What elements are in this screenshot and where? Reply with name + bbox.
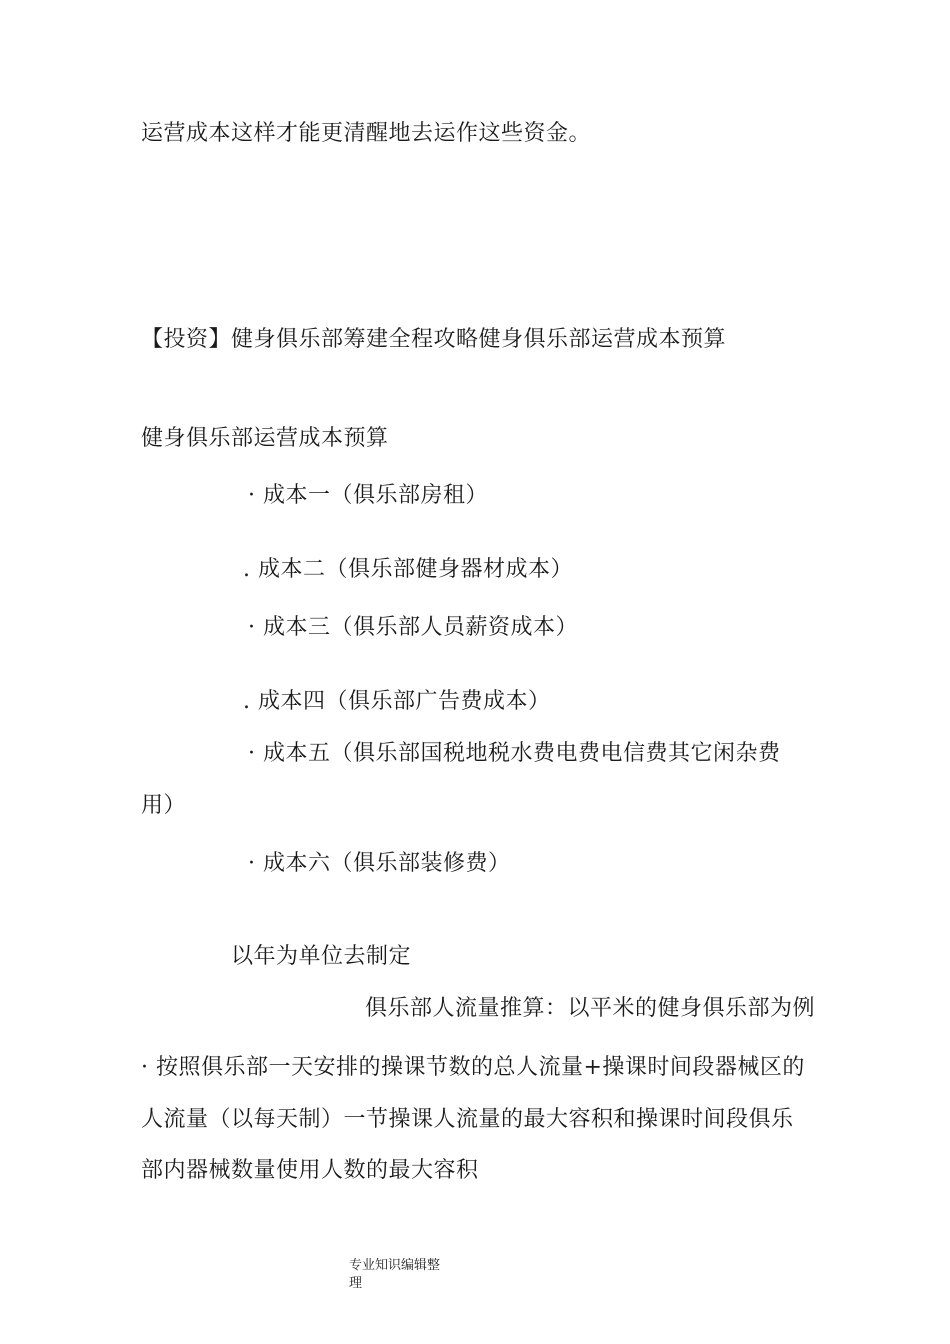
intro-line: 运营成本这样才能更清醒地去运作这些资金。 — [141, 121, 592, 146]
cost-item-2: . 成本二（俱乐部健身器材成本） — [243, 557, 573, 582]
annual-note: 以年为单位去制定 — [231, 944, 412, 969]
cost-item-3: · 成本三（俱乐部人员薪资成本） — [248, 615, 578, 640]
traffic-line-1: · 按照俱乐部一天安排的操课节数的总人流量+操课时间段器械区的 — [141, 1055, 805, 1080]
traffic-line-2: 人流量（以每天制）一节操课人流量的最大容积和操课时间段俱乐 — [141, 1107, 794, 1132]
footer-line-1: 专业知识编辑整 — [349, 1258, 441, 1273]
section-title: 健身俱乐部运营成本预算 — [141, 426, 389, 451]
cost-item-5-continued: 用） — [141, 793, 187, 818]
cost-item-1: · 成本一（俱乐部房租） — [248, 483, 488, 508]
cost-item-4: . 成本四（俱乐部广告费成本） — [243, 689, 551, 714]
footer-line-2: 理 — [349, 1276, 363, 1291]
traffic-line-3: 部内器械数量使用人数的最大容积 — [141, 1158, 479, 1183]
cost-item-5: · 成本五（俱乐部国税地税水费电费电信费其它闲杂费 — [248, 741, 781, 766]
document-heading: 【投资】健身俱乐部筹建全程攻略健身俱乐部运营成本预算 — [141, 327, 727, 352]
traffic-title: 俱乐部人流量推算：以平米的健身俱乐部为例 — [365, 996, 816, 1021]
cost-item-6: · 成本六（俱乐部装修费） — [248, 851, 511, 876]
